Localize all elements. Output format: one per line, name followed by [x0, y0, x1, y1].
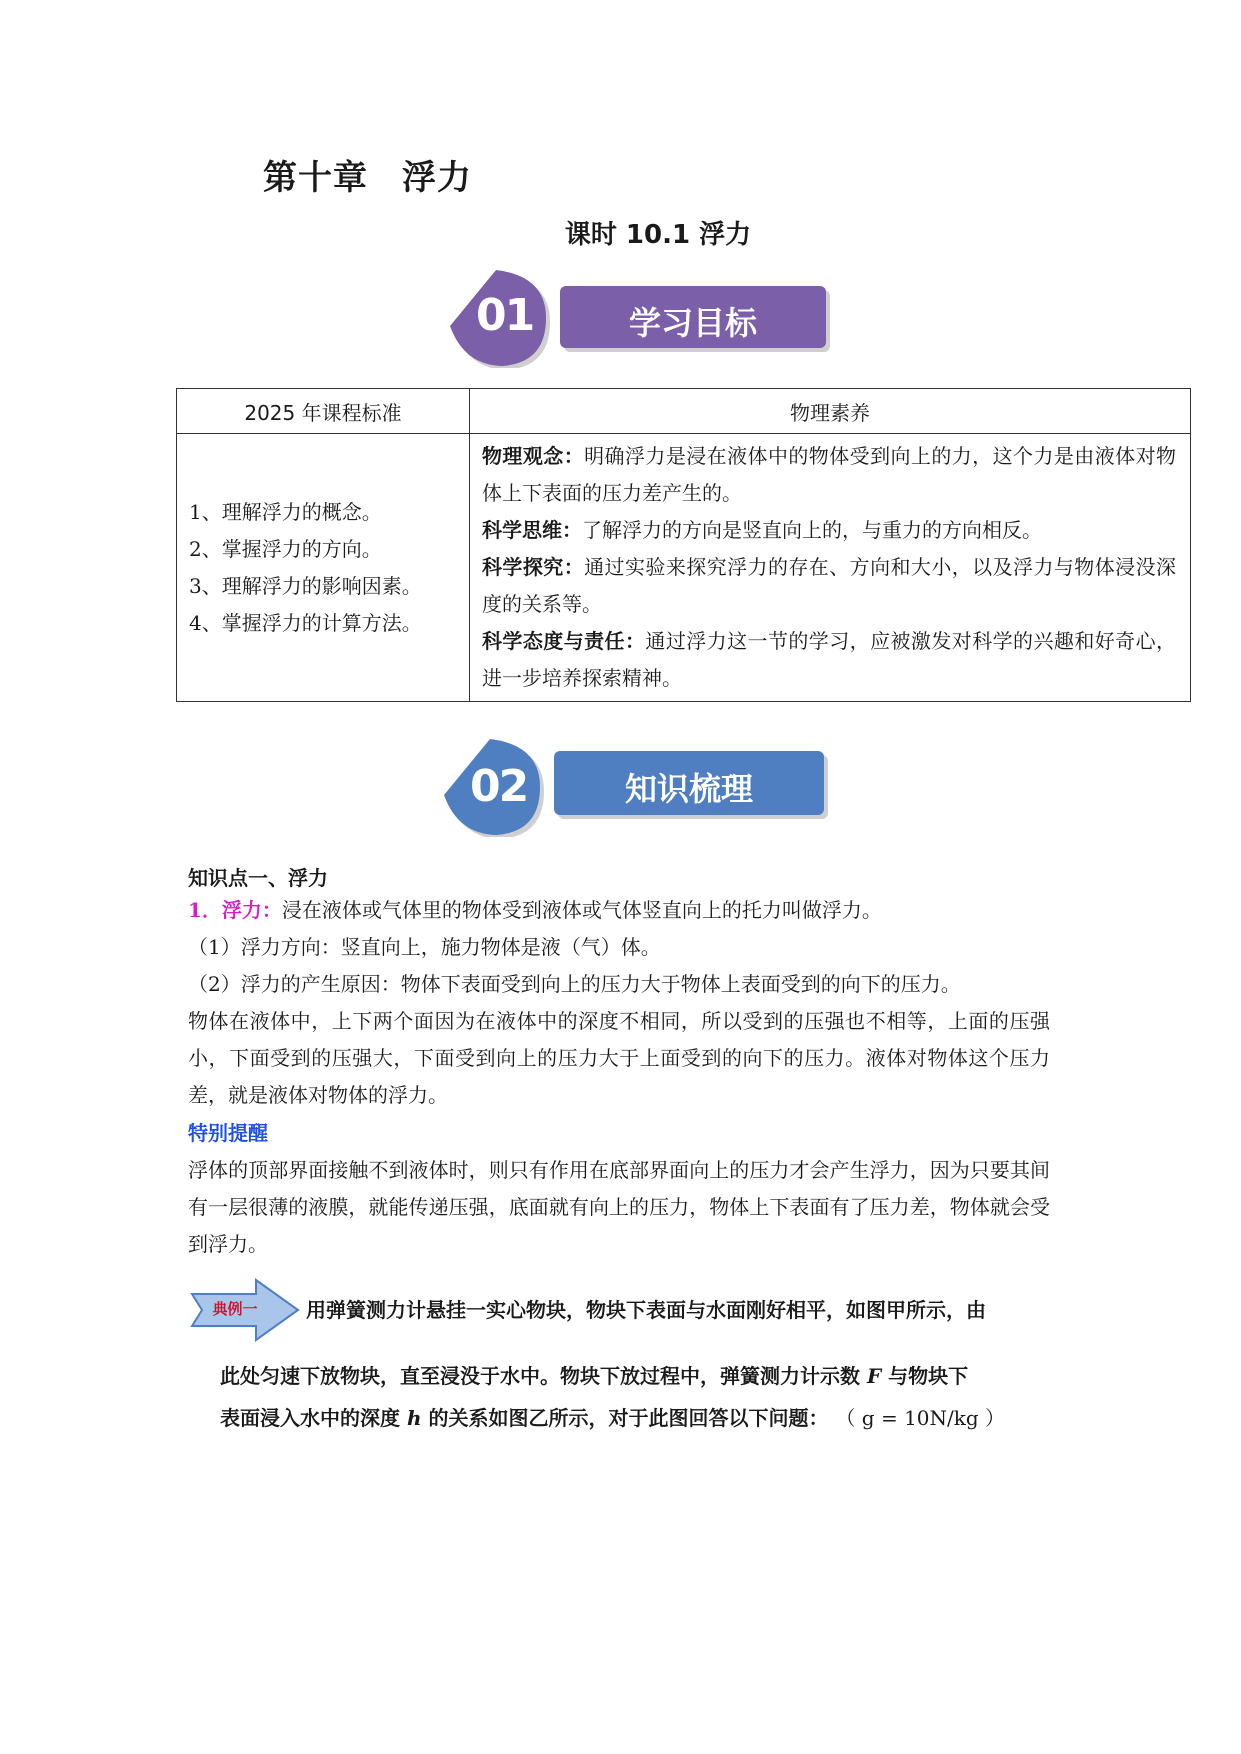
goals-table	[176, 388, 1191, 702]
item-direction: （1）浮力方向：竖直向上，施力物体是液（气）体。	[188, 935, 661, 959]
explanation-paragraph: 物体在液体中，上下两个面因为在液体中的深度不相同，所以受到的压强也不相等，上面的压强小，下面受到的压强大，下面受到向上的压力大于上面受到的向下的压力。液体对物体这个压力差，就是液体对物体的浮力。	[188, 1009, 1050, 1107]
example-line-1: 用弹簧测力计悬挂一实心物块，物块下表面与水面刚好相平，如图甲所示，由	[306, 1298, 986, 1322]
section-number: 02	[470, 761, 528, 812]
literacy-item: 物理观念：明确浮力是浸在液体中的物体受到向上的力，这个力是由液体对物体上下表面的压力差产生的。	[482, 444, 1177, 505]
example-line-3: 表面浸入水中的深度 h 的关系如图乙所示，对于此图回答以下问题： （ g = 10N/kg ）	[220, 1406, 1006, 1430]
lesson-title: 课时 10.1 浮力	[564, 220, 752, 250]
literacy-item: 科学思维：了解浮力的方向是竖直向上的，与重力的方向相反。	[482, 518, 1042, 542]
col-header-standard: 2025 年课程标准	[177, 389, 470, 434]
example-tag-label: 典例一	[212, 1300, 258, 1318]
standard-item: 1、理解浮力的概念。	[189, 499, 382, 524]
standard-item: 4、掌握浮力的计算方法。	[189, 610, 422, 635]
standard-item: 2、掌握浮力的方向。	[189, 536, 382, 561]
knowledge-point-title: 知识点一、浮力	[188, 866, 328, 890]
literacy-item: 科学态度与责任：通过浮力这一节的学习，应被激发对科学的兴趣和好奇心，进一步培养探索精神。	[482, 629, 1177, 690]
section-number: 01	[476, 290, 534, 341]
literacy-item: 科学探究：通过实验来探究浮力的存在、方向和大小，以及浮力与物体浸没深度的关系等。	[482, 555, 1177, 616]
section-badge-learning-goals	[446, 268, 836, 368]
definition-line: 1．浮力：浸在液体或气体里的物体受到液体或气体竖直向上的托力叫做浮力。	[188, 898, 882, 922]
standards-cell	[177, 434, 470, 702]
note-title: 特别提醒	[188, 1121, 268, 1145]
section-label: 学习目标	[628, 304, 757, 342]
literacy-cell	[470, 434, 1191, 702]
example-line-2: 此处匀速下放物块，直至浸没于水中。物块下放过程中，弹簧测力计示数 F 与物块下	[220, 1364, 969, 1388]
section-label: 知识梳理	[624, 770, 753, 808]
chapter-title: 第十章 浮力	[263, 158, 472, 198]
standard-item: 3、理解浮力的影响因素。	[189, 573, 422, 598]
section-badge-knowledge	[440, 737, 840, 837]
example-tag	[190, 1278, 302, 1342]
item-cause: （2）浮力的产生原因：物体下表面受到向上的压力大于物体上表面受到的向下的压力。	[188, 972, 961, 996]
col-header-literacy: 物理素养	[470, 389, 1191, 434]
note-paragraph: 浮体的顶部界面接触不到液体时，则只有作用在底部界面向上的压力才会产生浮力，因为只要其间有一层很薄的液膜，就能传递压强，底面就有向上的压力，物体上下表面有了压力差，物体就会受到浮力。	[188, 1158, 1050, 1256]
